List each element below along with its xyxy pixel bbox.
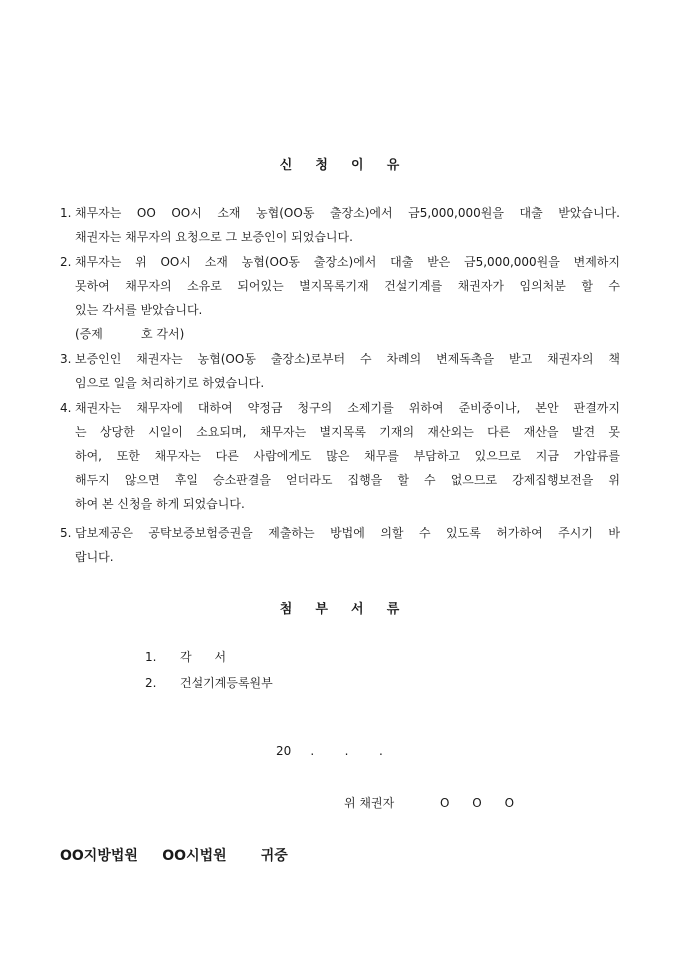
reason-line: 담보제공은 공탁보증보험증권을 제출하는 방법에 의할 수 있도록 허가하여 주시기 바	[75, 526, 620, 540]
reason-number: 1.	[60, 206, 72, 220]
reason-item-5	[60, 521, 620, 569]
reason-line: 채무자는 OO OO시 소재 농협(OO동 출장소)에서 금5,000,000원을 대출 받았습니다.	[75, 206, 620, 220]
reason-line: 채권자는 채무자에 대하여 약정금 청구의 소제기를 위하여 준비중이나, 본안 판결까지	[75, 401, 620, 415]
reason-line: 임으로 일을 처리하기로 하였습니다.	[75, 376, 265, 390]
reason-number: 3.	[60, 352, 72, 366]
reason-line: 랍니다.	[75, 550, 114, 564]
reason-item-3	[60, 347, 620, 395]
attachment-item: 건설기계등록원부	[180, 676, 273, 690]
reason-line: 해두지 않으면 후일 승소판결을 얻더라도 집행을 할 수 없으므로 강제집행보전을 위	[75, 473, 620, 487]
date-line: 20 . . .	[276, 744, 383, 758]
attachment-item: 각 서	[180, 650, 227, 664]
attachments-title: 첨 부 서 류	[279, 602, 401, 617]
reason-line: 하여 본 신청을 하게 되었습니다.	[75, 497, 245, 511]
reason-line: 하여, 또한 채무자는 다른 사람에게도 많은 채무를 부담하고 있으므로 지금 가압류를	[75, 449, 620, 463]
attachment-number: 1.	[145, 650, 157, 664]
reason-number: 4.	[60, 401, 72, 415]
evidence-note: (증제 호 각서)	[75, 327, 185, 341]
reason-number: 2.	[60, 255, 72, 269]
reasons-title: 신 청 이 유	[279, 158, 401, 173]
reason-item-2	[60, 250, 620, 322]
creditor-signature-line: 위 채권자 O O O	[344, 796, 515, 810]
reason-item-4	[60, 396, 620, 516]
attachment-number: 2.	[145, 676, 157, 690]
reason-line: 있는 각서를 받았습니다.	[75, 303, 203, 317]
reason-line: 채무자는 위 OO시 소재 농협(OO동 출장소)에서 대출 받은 금5,000,000원을 변제하지	[75, 255, 620, 269]
reason-item-1	[60, 201, 620, 249]
reason-line: 못하여 채무자의 소유로 되어있는 별지목록기재 건설기계를 채권자가 임의처분 할 수	[75, 279, 620, 293]
reason-line: 채권자는 채무자의 요청으로 그 보증인이 되었습니다.	[75, 230, 353, 244]
reason-line: 는 상당한 시일이 소요되며, 채무자는 별지목록 기재의 재산외는 다른 재산을 발견 못	[75, 425, 620, 439]
reason-number: 5.	[60, 526, 72, 540]
court-addressee: OO지방법원 OO시법원 귀중	[60, 848, 288, 864]
reason-line: 보증인인 채권자는 농협(OO동 출장소)로부터 수 차례의 변제독촉을 받고 채권자의 책	[75, 352, 620, 366]
